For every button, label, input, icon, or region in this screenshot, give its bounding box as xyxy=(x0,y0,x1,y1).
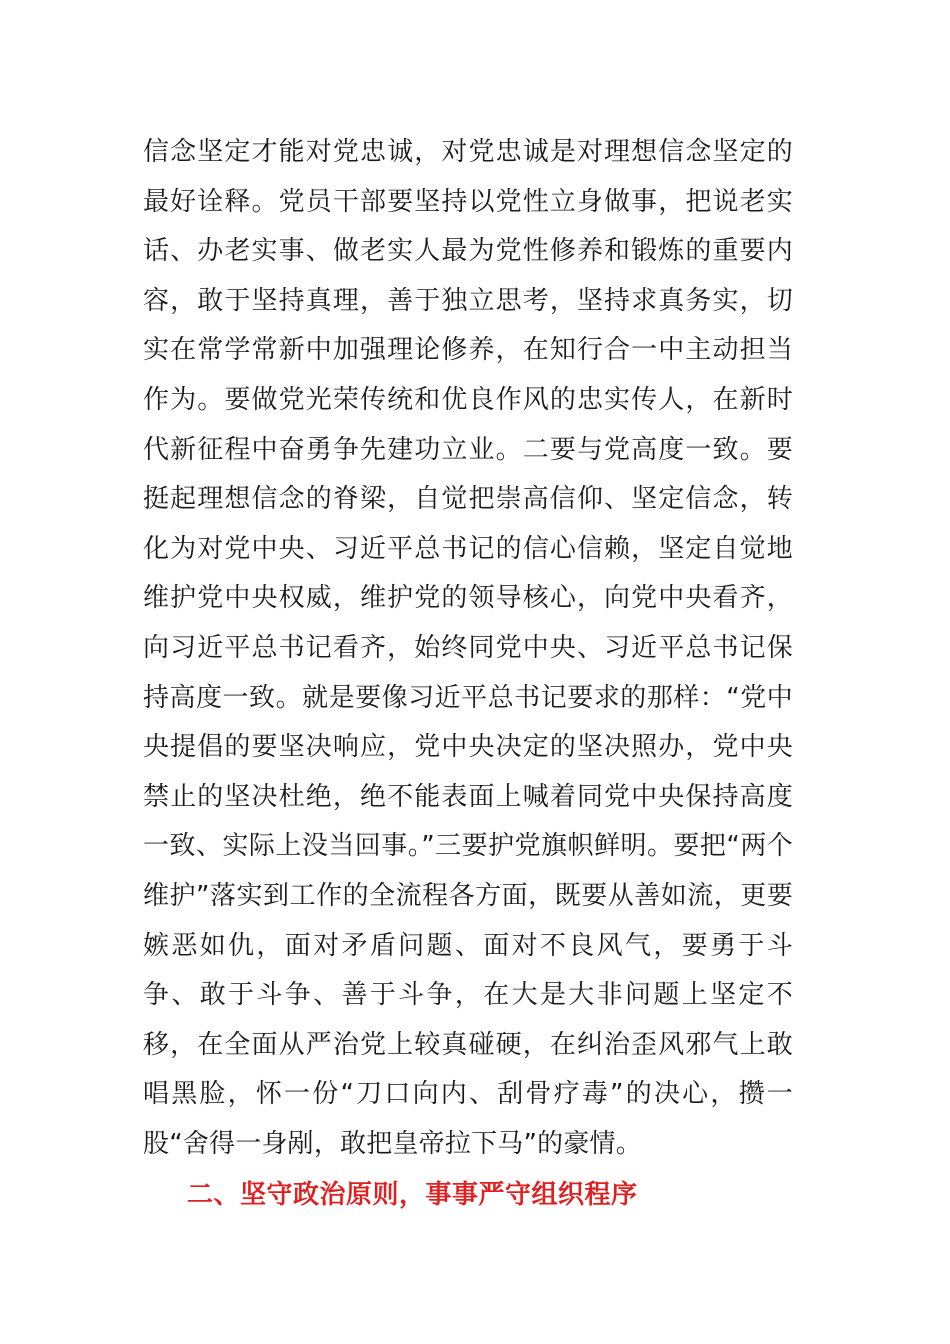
body-paragraph: 信念坚定才能对党忠诚，对党忠诚是对理想信念坚定的最好诠释。党员干部要坚持以党性立身做事，把说老实话、办老实事、做老实人最为党性修养和锻炼的重要内容，敢于坚持真理，善于独立思考，坚持求真务实，切实在常学常新中加强理论修养，在知行合一中主动担当作为。要做党光荣传统和优良作风的忠实传人，在新时代新征程中奋勇争先建功立业。二要与党高度一致。要挺起理想信念的脊梁，自觉把崇高信仰、坚定信念，转化为对党中央、习近平总书记的信心信赖，坚定自觉地维护党中央权威，维护党的领导核心，向党中央看齐，向习近平总书记看齐，始终同党中央、习近平总书记保持高度一致。就是要像习近平总书记要求的那样：“党中央提倡的要坚决响应，党中央决定的坚决照办，党中央禁止的坚决杜绝，绝不能表面上喊着同党中央保持高度一致、实际上没当回事。”三要护党旗帜鲜明。要把“两个维护”落实到工作的全流程各方面，既要从善如流，更要嫉恶如仇，面对矛盾问题、面对不良风气，要勇于斗争、敢于斗争、善于斗争，在大是大非问题上坚定不移，在全面从严治党上较真碰硬，在纠治歪风邪气上敢唱黑脸，怀一份“刀口向内、刮骨疗毒”的决心，攒一股“舍得一身剐，敢把皇帝拉下马”的豪情。 xyxy=(143,137,793,1159)
section-heading: 二、坚守政治原则，事事严守组织程序 xyxy=(187,1180,638,1210)
